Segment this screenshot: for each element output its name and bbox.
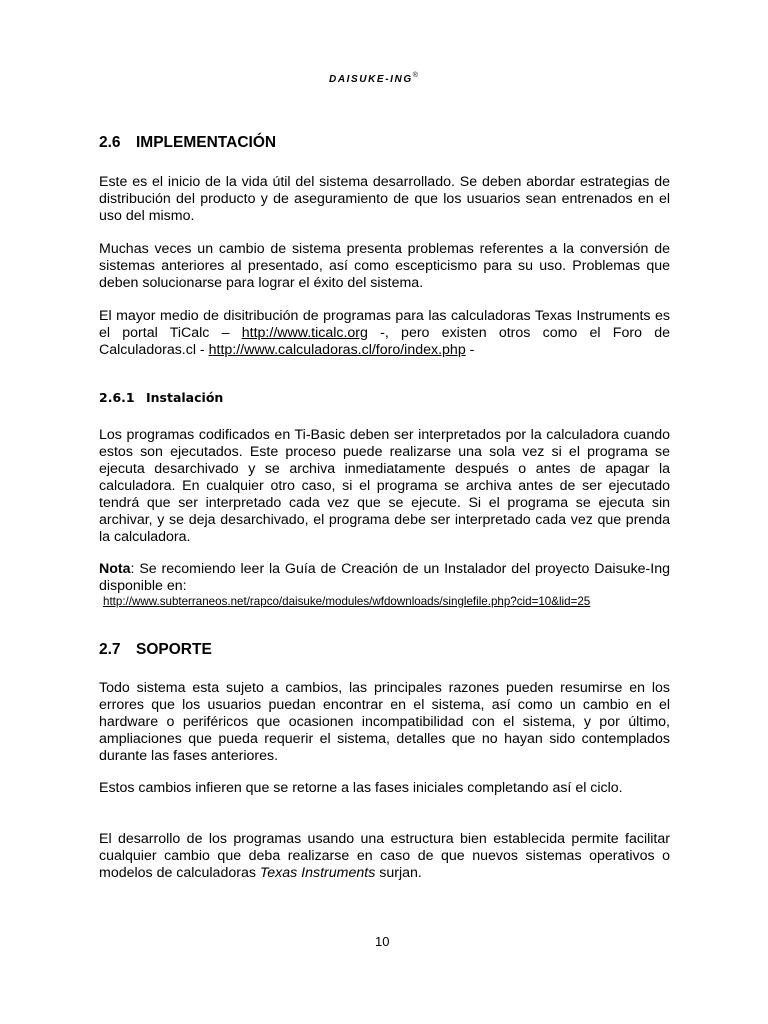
registered-mark: ® xyxy=(412,72,418,79)
paragraph: Estos cambios infieren que se retorne a las fases iniciales completando así el ciclo. xyxy=(99,780,623,796)
installer-guide-link[interactable]: http://www.subterraneos.net/rapco/daisuke/modules/wfdownloads/singlefile.php?cid=10&lid=25 xyxy=(103,595,591,608)
paragraph: Los programas codificados en Ti-Basic deben ser interpretados por la calculadora cuando estos son ejecutados. Este proceso puede realizarse una sola vez si el programa se ejecuta desarchivado y se archiva inmediatamente después o antes de apagar la calculadora. En cualquier otro caso, si el programa se archiva antes de ser ejecutado tendrá que ser interpretado cada vez que se ejecute. Si el programa se ejecuta sin archivar, y se deja desarchivado, el programa debe ser interpretado cada vez que prenda la calculadora. xyxy=(99,427,670,545)
paragraph-text: El desarrollo de los programas usando una estructura bien establecida permite facilitar cualquier cambio que deba realizarse en caso de que nuevos sistemas operativos o modelos de calculadoras xyxy=(99,831,670,881)
section-number: 2.6 xyxy=(99,134,121,151)
paragraph: Este es el inicio de la vida útil del sistema desarrollado. Se deben abordar estrategias de distribución del producto y de aseguramiento de que los usuarios sean entrenados en el uso del mismo. xyxy=(99,174,670,224)
note-paragraph xyxy=(99,561,670,595)
ticalc-link[interactable]: http://www.ticalc.org xyxy=(241,325,368,341)
subsection-number: 2.6.1 xyxy=(99,390,135,405)
italic-text: Texas Instruments xyxy=(259,865,376,881)
paragraph xyxy=(99,831,670,882)
logo-text: DAISUKE-ING xyxy=(329,74,413,85)
paragraph xyxy=(99,308,670,359)
subsection-heading-instalacion xyxy=(99,390,223,405)
paragraph: Todo sistema esta sujeto a cambios, las principales razones pueden resumirse en los errores que los usuarios puedan encontrar en el sistema, así como un cambio en el hardware o periféricos que ocasionen incompatibilidad con el sistema, y por último, ampliaciones que pueda requerir el sistema, detalles que no hayan sido contemplados durante las fases anteriores. xyxy=(99,680,670,764)
header-logo xyxy=(329,72,418,85)
section-number: 2.7 xyxy=(99,641,121,658)
paragraph: Muchas veces un cambio de sistema presenta problemas referentes a la conversión de sistemas anteriores al presentado, así como escepticismo para su uso. Problemas que deben solucionarse para lograr el éxito del sistema. xyxy=(99,241,670,291)
note-text: : Se recomiendo leer la Guía de Creación de un Instalador del proyecto Daisuke-Ing disponible en: xyxy=(99,561,670,594)
paragraph-text: El mayor medio de disitribución de programas para las calculadoras Texas Instruments es el portal TiCalc – xyxy=(99,308,670,341)
calculadoras-forum-link[interactable]: http://www.calculadoras.cl/foro/index.php xyxy=(208,342,466,358)
page-number: 10 xyxy=(375,934,390,949)
document-page xyxy=(99,0,670,1024)
section-heading-implementacion xyxy=(99,134,276,152)
subsection-title: Instalación xyxy=(146,390,224,405)
note-label: Nota xyxy=(99,561,131,577)
section-heading-soporte xyxy=(99,641,212,659)
paragraph-text: surjan. xyxy=(379,865,422,881)
paragraph-text: -, pero existen otros como el Foro de Calculadoras.cl - xyxy=(99,325,670,358)
paragraph-text: - xyxy=(469,342,475,358)
section-title: IMPLEMENTACIÓN xyxy=(136,134,277,151)
section-title: SOPORTE xyxy=(136,641,212,658)
